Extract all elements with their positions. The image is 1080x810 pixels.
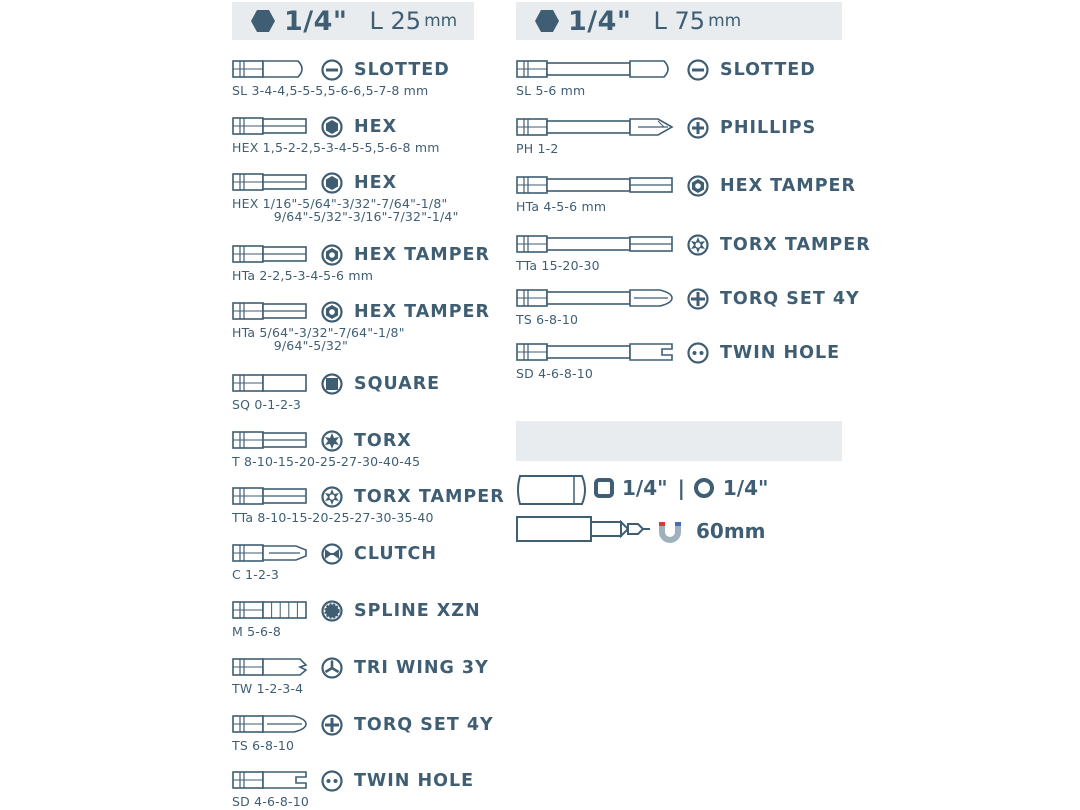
bit-type-name: PHILLIPS [720,118,817,138]
bit-sizes: HEX 1/16"-5/64"-3/32"-7/64"-1/8" 9/64"-5/32"-3/16"-7/32"-1/4" [232,196,459,224]
bit-sizes: TS 6-8-10 [516,312,579,327]
bit-drawing [232,656,308,678]
accessories-header [516,421,842,461]
bit-drawing [232,243,308,265]
bit-sizes: TTa 8-10-15-20-25-27-30-35-40 [232,510,434,525]
torq-set-icon [687,288,709,310]
left-header-unit: mm [424,11,458,31]
bit-sizes: HTa 4-5-6 mm [516,199,607,214]
bit-type-name: TORQ SET 4Y [720,289,860,309]
bit-sizes: SL 5-6 mm [516,83,586,98]
bit-sizes: HTa 5/64"-3/32"-7/64"-1/8" 9/64"-5/32" [232,325,405,353]
bit-type-name: TORX [354,431,412,451]
bit-type-name: HEX TAMPER [354,302,490,322]
bit-type-name: TRI WING 3Y [354,658,489,678]
hex-icon [321,172,343,194]
bit-type-name: TORQ SET 4Y [354,715,494,735]
left-header [232,2,474,40]
hex-icon [321,116,343,138]
bit-type-name: SLOTTED [720,60,816,80]
tri-wing-icon [321,657,343,679]
bit-sizes: PH 1-2 [516,141,559,156]
twin-hole-icon [687,342,709,364]
bit-sizes: C 1-2-3 [232,567,279,582]
bit-type-name: TWIN HOLE [354,771,475,791]
square-drive-size: 1/4" [622,476,668,500]
bit-sizes: TTa 15-20-30 [516,258,600,273]
bit-sizes: HEX 1,5-2-2,5-3-4-5-5,5-6-8 mm [232,140,440,155]
phillips-icon [687,117,709,139]
torq-set-icon [321,714,343,736]
right-header [516,2,842,40]
left-header-size: 1/4" [284,5,348,37]
bit-drawing [516,116,674,138]
hex-tamper-icon [687,175,709,197]
bit-type-name: HEX [354,173,398,193]
bit-drawing [516,58,674,80]
slotted-icon [321,59,343,81]
bit-sizes: SQ 0-1-2-3 [232,397,302,412]
bit-drawing [232,372,308,394]
bit-type-name: HEX TAMPER [354,245,490,265]
bit-drawing [232,599,308,621]
left-header-length: L 25 [369,7,422,35]
bit-sizes: TW 1-2-3-4 [232,681,304,696]
bit-drawing [516,174,674,196]
hex-tamper-icon [321,301,343,323]
hex-shank-icon [250,9,276,33]
bit-sizes: SD 4-6-8-10 [232,794,310,809]
right-header-unit: mm [708,11,742,31]
torx-icon [321,430,343,452]
torx-tamper-icon [321,486,343,508]
holder-length: 60mm [696,519,766,543]
bit-drawing [516,341,674,363]
bit-drawing [232,542,308,564]
bit-drawing [232,485,308,507]
right-header-size: 1/4" [568,5,632,37]
bit-sizes: M 5-6-8 [232,624,282,639]
hex-tamper-icon [321,244,343,266]
round-drive-icon [693,477,715,499]
size-separator: | [677,476,685,500]
bit-type-name: TORX TAMPER [720,235,871,255]
spline-icon [321,600,343,622]
right-header-length: L 75 [653,7,706,35]
bit-type-name: HEX [354,117,398,137]
bit-drawing [516,287,674,309]
bit-drawing [232,429,308,451]
bit-sizes: TS 6-8-10 [232,738,295,753]
bit-type-name: CLUTCH [354,544,438,564]
bit-drawing [232,58,308,80]
magnet-icon [658,519,682,543]
bit-sizes: SL 3-4-4,5-5-5,5-6-6,5-7-8 mm [232,83,429,98]
round-drive-size: 1/4" [722,476,769,500]
socket-adapter-icon [516,474,590,506]
bit-drawing [232,171,308,193]
bit-type-name: TORX TAMPER [354,487,505,507]
square-drive-icon [594,478,614,498]
square-icon [321,373,343,395]
bit-sizes: SD 4-6-8-10 [516,366,594,381]
bit-sizes: T 8-10-15-20-25-27-30-40-45 [232,454,421,469]
slotted-icon [687,59,709,81]
bit-drawing [232,769,308,791]
bit-type-name: SLOTTED [354,60,450,80]
bit-type-name: SPLINE XZN [354,601,481,621]
bit-sizes: HTa 2-2,5-3-4-5-6 mm [232,268,374,283]
hex-shank-icon [534,9,560,33]
bit-drawing [516,233,674,255]
bit-drawing [232,713,308,735]
adapter-size-row [594,476,768,500]
bit-drawing [232,115,308,137]
clutch-icon [321,543,343,565]
bit-type-name: TWIN HOLE [720,343,841,363]
twin-hole-icon [321,770,343,792]
bit-type-name: HEX TAMPER [720,176,856,196]
torx-tamper-icon [687,234,709,256]
bit-type-name: SQUARE [354,374,441,394]
holder-length-row [658,519,766,543]
magnetic-holder-icon [516,514,652,544]
bit-drawing [232,300,308,322]
